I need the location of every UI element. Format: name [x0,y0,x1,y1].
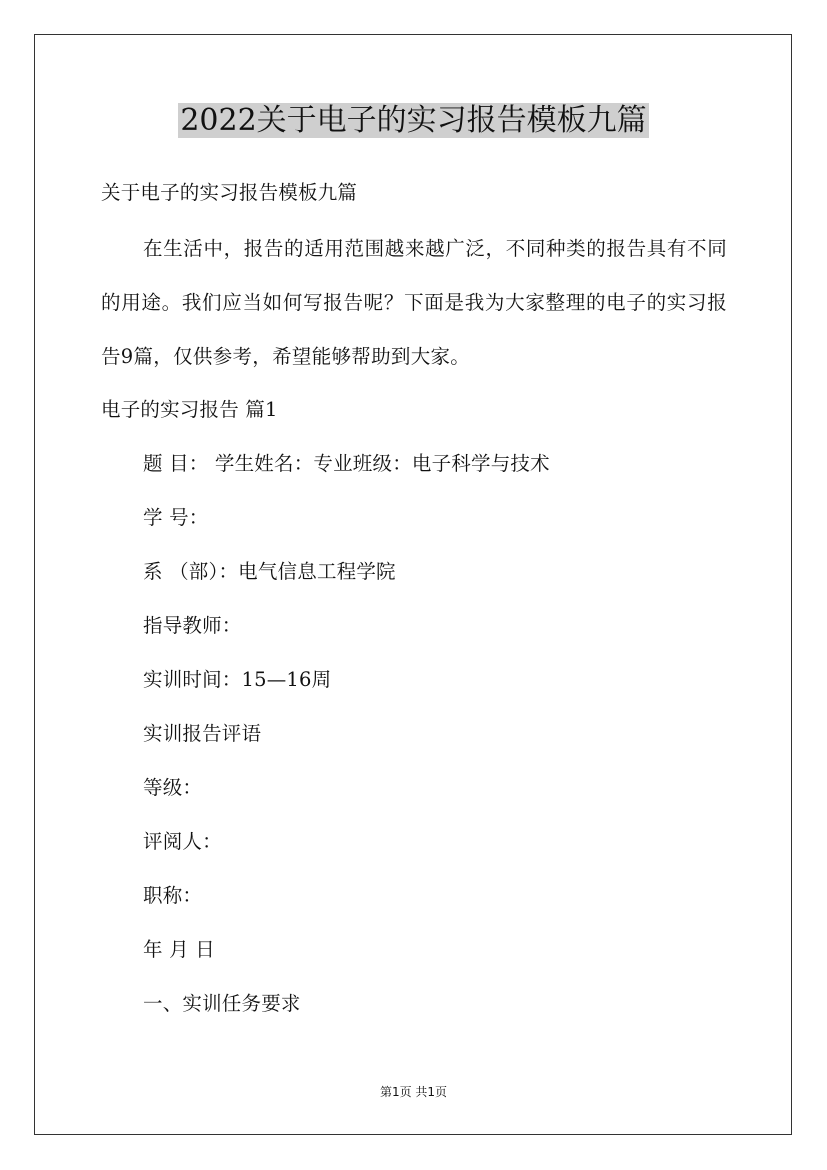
field-reviewer: 评阅人： [143,830,222,853]
document-subtitle: 关于电子的实习报告模板九篇 [101,181,358,204]
task-heading: 一、实训任务要求 [143,992,301,1015]
page-indicator: 第1页 共1页 [379,1085,448,1099]
field-position: 职称： [143,884,203,907]
section-heading: 电子的实习报告 篇1 [101,398,278,421]
intro-paragraph: 在生活中，报告的适用范围越来越广泛，不同种类的报告具有不同的用途。我们应当如何写报告呢？下面是我为大家整理的电子的实习报告9篇，仅供参考，希望能够帮助到大家。 [101,237,727,368]
document-title-text: 2022关于电子的实习报告模板九篇 [180,103,647,138]
field-department: 系 （部）：电气信息工程学院 [143,560,396,583]
comment-heading: 实训报告评语 [143,722,262,745]
field-topic: 题 目： 学生姓名：专业班级：电子科学与技术 [143,452,550,475]
field-student-number: 学 号： [143,506,209,529]
document-title [0,100,827,142]
field-advisor: 指导教师： [143,614,242,637]
field-training-time: 实训时间：15—16周 [143,668,332,691]
field-grade: 等级： [143,776,203,799]
page-footer [0,1084,827,1100]
field-date: 年 月 日 [143,938,215,961]
